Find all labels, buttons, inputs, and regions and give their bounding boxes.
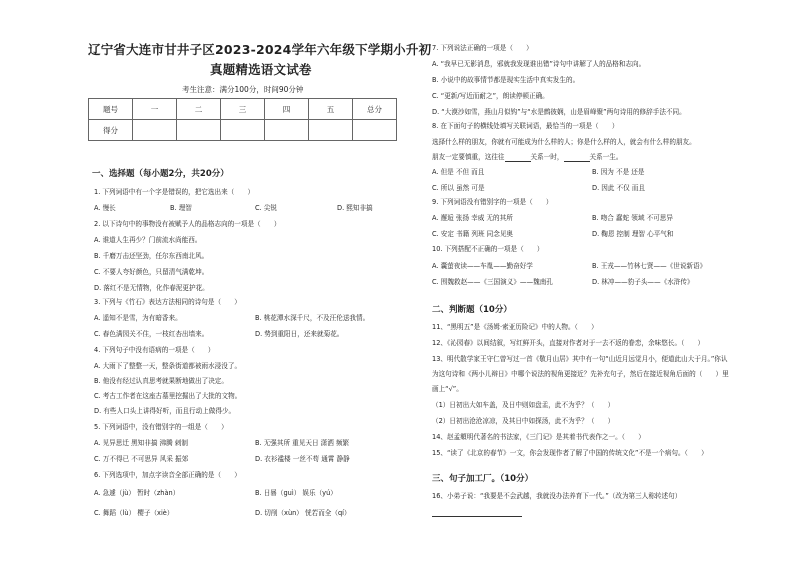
q3-option-a: A. 遥知不是雪，为有暗香来。: [94, 314, 182, 322]
question-10: 10. 下列搭配不正确的一项是（ ）: [432, 245, 544, 253]
score-input-cell[interactable]: [309, 120, 353, 141]
judge-item-12: 12、《沁园春》以间结叙，写红鲜开头，直接对作者对于一去不返的眷恋，余味悠长。（ ）: [432, 339, 705, 347]
q5-option-b: B. 无强其所 重见天日 潇洒 频繁: [255, 439, 350, 447]
section2-heading: 二、判断题（10分）: [432, 305, 512, 315]
question-2: 2. 以下诗句中的事物没有被赋予人的品格志向的一项是（ ）: [94, 220, 281, 228]
q1-option-c: C. 尖锐: [255, 204, 277, 212]
answer-blank[interactable]: [505, 153, 531, 162]
q9-option-c: C. 安定 书籍 列班 同念见奥: [432, 230, 514, 238]
q2-option-a: A. 谁道人生再少？门前流水尚能西。: [94, 236, 202, 244]
q10-option-c: C. 围魏救赵——《三国演义》——魏南孔: [432, 278, 553, 286]
q10-option-d: D. 林冲——豹子头——《水浒传》: [592, 278, 694, 286]
judge-item-13-sub1: （1）日初出大如车盖，及日中则如盘盂，此不为乎？（ ）: [432, 401, 615, 409]
q9-option-b: B. 吻合 蠢蛇 领域 不可思异: [592, 214, 673, 222]
score-input-cell[interactable]: [221, 120, 265, 141]
judge-item-11: 11、“黑明五”是《汤姆·索亚历险记》中的人物。（ ）: [432, 323, 598, 331]
q2-option-d: D. 落红不是无情物，化作春泥更护花。: [94, 284, 209, 292]
exam-title-line1: 辽宁省大连市甘井子区2023-2024学年六年级下学期小升初: [88, 42, 432, 57]
q1-option-a: A. 慢长: [94, 204, 116, 212]
q10-option-a: A. 囊萤夜读——车胤——勤奋好学: [432, 262, 533, 270]
question-5: 5. 下列词语中，没有错别字的一组是（ ）: [94, 423, 228, 431]
judge-item-15: 15、“读了《北京的春节》一文，你会发现作者了解了中国的传统文化”不是一个病句。（ ）: [432, 449, 708, 457]
judge-item-13-sub2: （2）日初出沧沧凉凉，及其日中如探汤，此不为乎？（ ）: [432, 417, 615, 425]
q8-option-a: A. 但是 不但 而且: [432, 168, 485, 176]
section1-heading: 一、选择题（每小题2分，共20分）: [92, 169, 229, 179]
q4-option-d: D. 有些人口头上讲得好听，而且行动上做得少。: [94, 407, 236, 415]
q7-option-b: B. 小说中的故事情节都是现实生活中真实发生的。: [432, 76, 580, 84]
q4-option-c: C. 考古工作者在这座古墓里挖掘出了大批的文物。: [94, 392, 242, 400]
judge-item-13-line2: 为这句诗和《两小儿辩日》中哪个说法的视角更接近？先补充句子，然后在接近视角后面的（ ）里: [432, 370, 729, 378]
q8-option-d: D. 因此 不仅 而且: [592, 184, 646, 192]
score-input-cell[interactable]: [133, 120, 177, 141]
q5-option-c: C. 万不得已 不可思异 风采 振郊: [94, 455, 189, 463]
question-3: 3. 下列与《竹石》表达方法相同的诗句是（ ）: [94, 298, 241, 306]
q9-option-d: D. 鞠恩 控制 理智 心平气和: [592, 230, 674, 238]
q3-option-c: C. 春色满园关不住，一枝红杏出墙来。: [94, 330, 209, 338]
q6-option-c: C. 舞蹈（lù） 樱子（xiè）: [94, 509, 174, 517]
question-1: 1. 下列词语中有一个字是错误的，把它选出来（ ）: [94, 188, 255, 196]
exam-note: 考生注意：满分100分，时间90分钟: [182, 85, 304, 94]
answer-line[interactable]: [432, 516, 522, 517]
judge-item-13-line3: 画上“√”。: [432, 385, 463, 393]
q2-option-c: C. 不要人夸好颜色，只留清气满乾坤。: [94, 268, 209, 276]
q5-option-a: A. 见异思迁 黑知非搞 沸腾 刺制: [94, 439, 188, 447]
question-6: 6. 下列选项中，加点字读音全部正确的是（ ）: [94, 471, 241, 479]
section3-heading: 三、句子加工厂。（10分）: [432, 474, 534, 484]
q8-passage-part1: 朋友一定要慎重，这往往: [432, 153, 505, 161]
q7-option-c: C. “更新/写近而耐之”，朗读停顿正确。: [432, 92, 549, 100]
score-input-cell[interactable]: [265, 120, 309, 141]
q8-option-c: C. 所以 虽然 可是: [432, 184, 485, 192]
question-8: 8. 在下面句子的横线处填写关联词语，最恰当的一项是（ ）: [432, 122, 619, 130]
q8-option-b: B. 因为 不是 还是: [592, 168, 645, 176]
score-input-cell[interactable]: [353, 120, 397, 141]
q10-option-b: B. 王戎——竹林七贤——《世说新语》: [592, 262, 707, 270]
score-cell: 得分: [89, 120, 133, 141]
q7-option-d: D. “大漠沙如雪，燕山月似钩”与“水是鹧彼娴，山是眉峰聚”两句诗用的修辞手法不同。: [432, 108, 686, 116]
q8-passage-part3: 关系一生。: [589, 153, 623, 161]
score-cell: 三: [221, 99, 265, 120]
score-cell: 总分: [353, 99, 397, 120]
right-column: [420, 0, 794, 562]
q6-option-b: B. 日晷（guì） 娱乐（yú）: [255, 489, 337, 497]
q3-option-d: D. 势到重阳日，还来就菊花。: [255, 330, 344, 338]
score-table: [88, 98, 397, 141]
q6-option-a: A. 急遽（jù） 暂时（zhàn）: [94, 489, 180, 497]
q3-option-b: B. 桃花潭水深千尺，不及汪伦送我情。: [255, 314, 370, 322]
q8-passage-line1: 选择什么样的朋友，你就有可能成为什么样的人；你是什么样的人，就会有什么样的朋友。: [432, 138, 696, 146]
score-cell: 五: [309, 99, 353, 120]
q1-option-b: B. 理智: [170, 204, 192, 212]
score-table-header-row: [89, 99, 397, 120]
question-9: 9. 下列词语没有错别字的一项是（ ）: [432, 198, 553, 206]
q6-option-d: D. 切削（xùn） 恍若而全（qí）: [255, 509, 351, 517]
q5-option-d: D. 衣衫褴楼 一丝不苟 通霄 静静: [255, 455, 350, 463]
score-input-cell[interactable]: [177, 120, 221, 141]
question-16: 16、小弟子说：“我要是不会武越，我就没办法养育下一代。”（改为第三人称转述句）: [432, 492, 682, 500]
score-cell: 二: [177, 99, 221, 120]
answer-blank[interactable]: [564, 153, 590, 162]
q1-option-d: D. 熙知非搞: [337, 204, 373, 212]
q4-option-a: A. 大雨下了整整一天，整条街道都被雨水浸没了。: [94, 362, 242, 370]
q9-option-a: A. 邂逅 张扬 幸威 无的其所: [432, 214, 513, 222]
q7-option-a: A. “我早已无影消息，邪就我发现谁出错”诗句中讲解了人的品格和志向。: [432, 60, 646, 68]
q2-option-b: B. 千磨万击还坚劲，任尔东西南北风。: [94, 252, 209, 260]
question-7: 7. 下列说法正确的一项是（ ）: [432, 44, 533, 52]
score-cell: 题号: [89, 99, 133, 120]
score-table-score-row: [89, 120, 397, 141]
score-cell: 四: [265, 99, 309, 120]
question-4: 4. 下列句子中没有语病的一项是（ ）: [94, 346, 215, 354]
score-cell: 一: [133, 99, 177, 120]
q8-passage-part2: 关系一时，: [530, 153, 564, 161]
q4-option-b: B. 他没有经过认真思考就果断地做出了决定。: [94, 377, 228, 385]
exam-title-line2: 真题精选语文试卷: [210, 62, 312, 77]
judge-item-13-line1: 13、明代散学家王守仁曾写过一首《敬月山居》其中有一句“山近月远觉月小，便道此山大于月。”你认: [432, 355, 728, 363]
q8-passage-line2: [432, 153, 622, 162]
judge-item-14: 14、赵孟頫明代著名的书法家，《三门记》是其着书代表作之一。（ ）: [432, 433, 645, 441]
